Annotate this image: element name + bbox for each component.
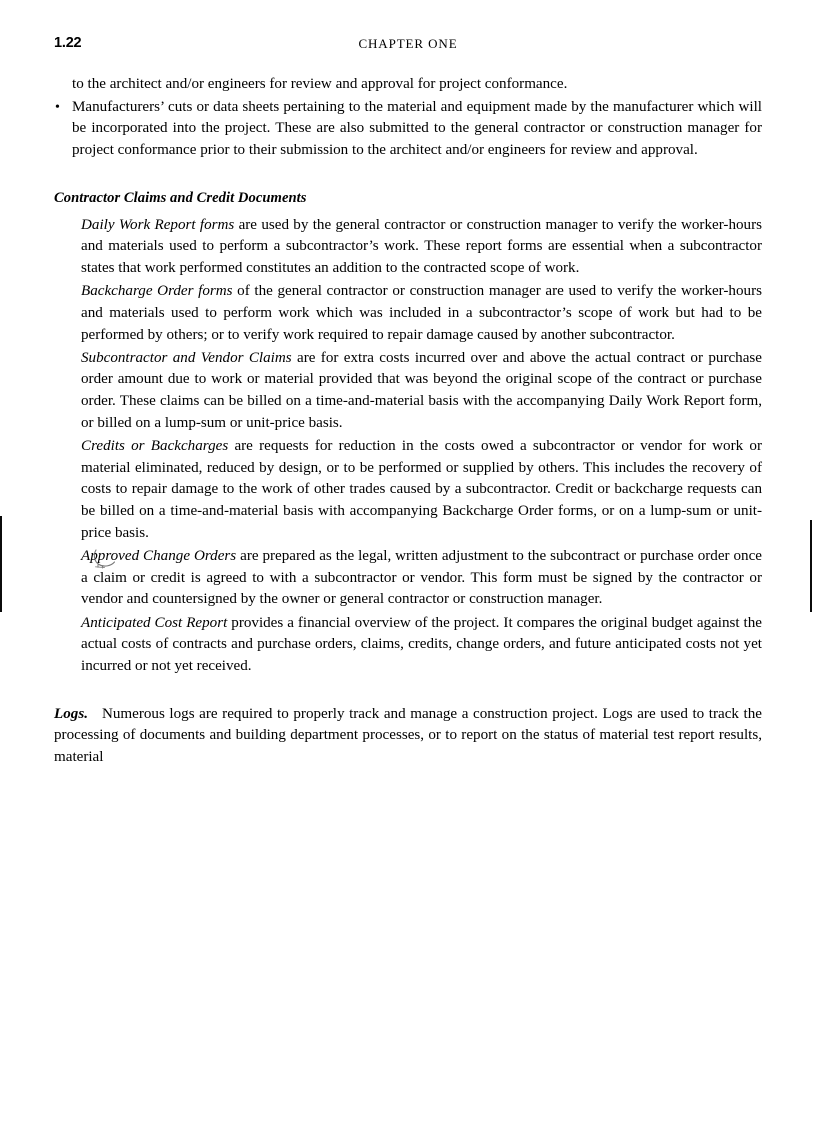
logs-paragraph [54, 704, 762, 769]
definition-text: provides a financial overview of the project. It compares the original budget against the actual costs of contracts and purchase orders, claims, credits, change orders, and future anticipated costs not yet incurred or not yet received. [81, 614, 762, 675]
section-heading: Contractor Claims and Credit Documents [54, 189, 307, 206]
definition-text: are used by the general contractor or construction manager to verify the worker-hours and materials used to perform a subcontractor’s work. These report forms are essential when a subcontractor states that work performed constitutes an addition to the contracted scope of work. [81, 216, 762, 276]
definition-term: Credits or Backcharges [81, 438, 229, 455]
definition-paragraph-anticipated-cost-report [81, 613, 762, 678]
logs-paragraph-text: Numerous logs are required to properly track and manage a construction project. Logs are used to track the processing of documents and building department processes, or to report on the status of material test report results, material [54, 705, 762, 766]
definition-term: Backcharge Order forms [81, 283, 233, 300]
definition-paragraph-daily-work-report [81, 215, 762, 280]
text-column [54, 74, 762, 769]
definition-term: Approved Change Orders [81, 548, 237, 565]
chapter-title: CHAPTER ONE [358, 36, 458, 51]
definition-text: are for extra costs incurred over and above the actual contract or purchase order amount due to work or material provided that was beyond the original scope of the contract or purchase order. These claims can be billed on a time-and-material basis with the accompanying Daily Work Report form, or billed on a lump-sum or unit-price basis. [81, 349, 762, 431]
bullet-point-icon: • [55, 99, 60, 115]
definition-term: Anticipated Cost Report [81, 614, 228, 631]
definition-text: are prepared as the legal, written adjustment to the subcontract or purchase order once a claim or credit is agreed to with a subcontractor or vendor. This form must be signed by the contractor or vendor and countersigned by the owner or general contractor or construction manager. [81, 548, 762, 608]
definition-term: Daily Work Report forms [81, 216, 235, 233]
page-number: 1.22 [54, 35, 82, 51]
left-edge-scan-artifact [0, 516, 2, 612]
definition-term: Subcontractor and Vendor Claims [81, 349, 292, 366]
right-edge-scan-artifact [810, 520, 812, 612]
bullet-list-item [55, 97, 762, 162]
definition-text: are requests for reduction in the costs owed a subcontractor or vendor for work or material eliminated, reduced by design, or to be performed or supplied by others. This includes the recovery of costs to repair damage to the work of other trades caused by a subcontractor. Credit or backcharge requests can be billed on a time-and-material basis with accompanying Backcharge Order forms, or on a lump-sum or unit-price basis. [81, 438, 763, 541]
bullet-item-text: Manufacturers’ cuts or data sheets pertaining to the material and equipment made by the manufacturer which will be incorporated into the project. These are also submitted to the general contractor or construction manager for project conformance prior to their submission to the architect and/or engineers for review and approval. [72, 98, 762, 159]
logs-run-in-term: Logs. [54, 705, 88, 722]
definition-paragraph-backcharge-order [81, 281, 762, 346]
continuation-line: to the architect and/or engineers for review and approval for project conformance. [72, 76, 568, 92]
definition-paragraph-subcontractor-vendor-claims [81, 348, 762, 435]
definition-text: of the general contractor or construction manager are used to verify the worker-hours and materials used to perform work which was included in a subcontractor’s scope of work but had to be performed by others; or to verify work required to repair damage caused by another subcontractor. [81, 283, 762, 343]
running-head [0, 33, 816, 55]
definition-paragraph-approved-change-orders [81, 546, 762, 611]
definition-paragraph-credits-backcharges [81, 436, 762, 545]
